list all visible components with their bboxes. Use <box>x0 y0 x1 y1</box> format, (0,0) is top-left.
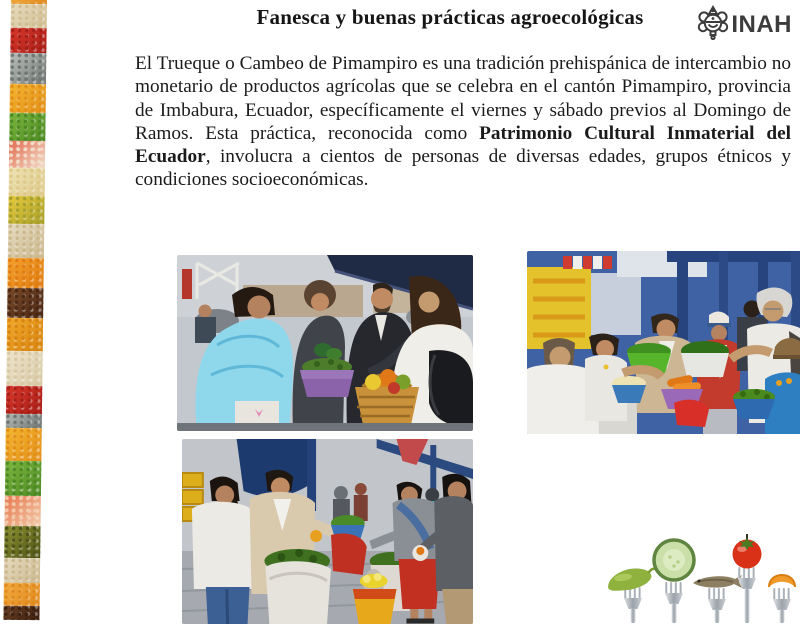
page-title: Fanesca y buenas prácticas agroecológicas <box>256 5 644 29</box>
photo-market-exchange-officials <box>177 255 473 431</box>
photo-women-trading-bowls <box>527 251 800 434</box>
strip-block-fish <box>6 414 42 428</box>
strip-block-red-berries <box>6 386 42 414</box>
strip-block-grains <box>8 224 44 258</box>
strip-block-orange-slices <box>4 583 40 606</box>
orange-segment-icon <box>769 575 795 587</box>
strip-block-green-vegetables <box>9 113 45 141</box>
inah-logo <box>696 4 792 45</box>
strip-block-yellow-rose <box>10 84 46 113</box>
forks-food-art <box>595 510 800 624</box>
inah-logo-text: INAH <box>731 10 792 38</box>
strip-block-red-berries <box>10 28 46 53</box>
strip-block-corn <box>9 168 45 196</box>
strip-block-grains <box>11 4 47 28</box>
inah-emblem-icon <box>696 4 730 45</box>
strip-block-cacao <box>7 288 43 318</box>
fish-icon <box>693 575 742 588</box>
fork-icon <box>769 575 795 623</box>
photo-market-sacks-produce <box>182 439 473 624</box>
strip-block-tomatoes <box>9 141 45 168</box>
intro-paragraph <box>135 52 791 192</box>
strip-block-yellow-rose <box>5 428 41 461</box>
paragraph-bold-heritage: Patrimonio Cultural Inmaterial del Ecuador <box>135 122 791 168</box>
strip-block-fish <box>10 53 46 84</box>
strip-block-rice <box>6 351 42 386</box>
strip-block-honey <box>7 318 43 351</box>
strip-block-olives <box>4 526 40 558</box>
cucumber-slice-icon <box>654 540 694 580</box>
strip-block-salmon <box>5 496 41 526</box>
strip-block-yellow-fruit <box>8 196 44 224</box>
strip-block-green-vegetables <box>5 461 41 496</box>
strip-block-orange-slices <box>7 258 43 288</box>
food-collage-strip <box>3 0 47 624</box>
strip-block-cacao <box>3 606 39 620</box>
paragraph-text-start: El Trueque o Cambeo de Pimampiro es una tradición prehispánica de intercambio no monetario de productos agrícolas que se celebra en el cantón Pimampiro, provincia de Imbabura, Ecuador, específicamente el viernes y sábado previos al Domingo de Ramos. Esta práctica, reconocida como <box>135 53 791 144</box>
fork-icon <box>693 575 742 623</box>
paragraph-text-end: , involucra a cientos de personas de diversas edades, grupos étnicos y condiciones socioeconómicas. <box>135 146 791 191</box>
fork-icon <box>654 540 694 623</box>
strip-block-grains <box>4 558 40 583</box>
green-pepper-icon <box>606 565 660 593</box>
fork-icon <box>606 565 660 623</box>
tomato-icon <box>733 534 762 569</box>
